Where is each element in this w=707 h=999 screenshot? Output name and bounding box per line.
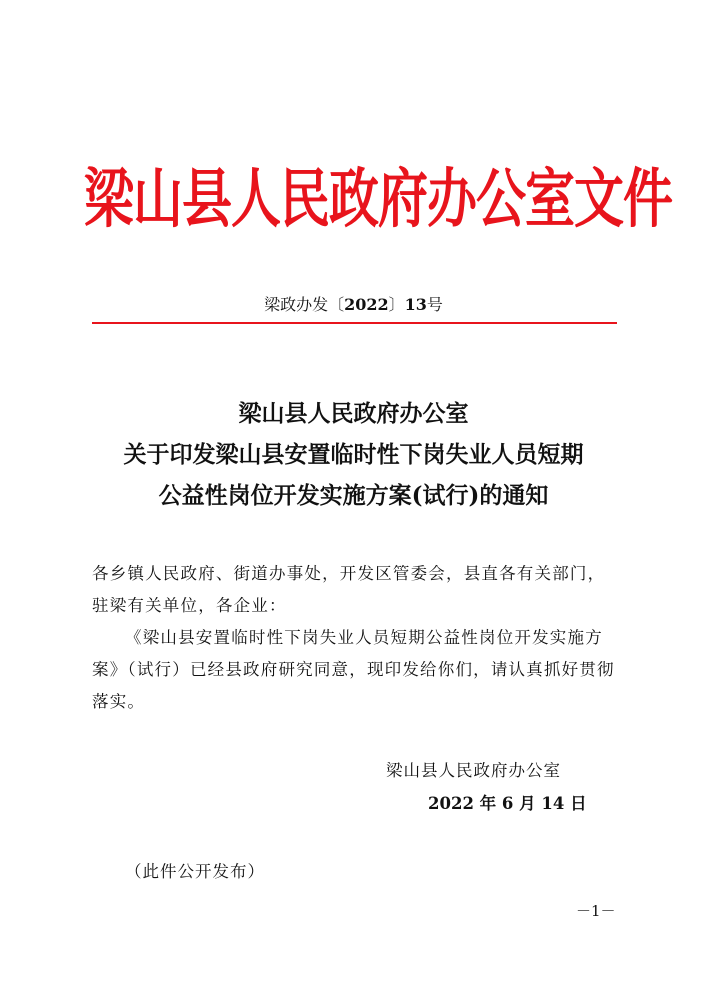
body-paragraph: 《梁山县安置临时性下岗失业人员短期公益性岗位开发实施方案》（试行）已经县政府研究同意，现印发给你们，请认真抓好贯彻落实。 <box>92 628 615 711</box>
red-divider-line <box>92 322 617 324</box>
doc-number-seq: 13 <box>404 295 427 314</box>
doc-number-bracket-open: 〔 <box>328 295 345 314</box>
doc-number-bracket-close: 〕 <box>388 295 405 314</box>
doc-number-prefix: 梁政办发 <box>264 295 329 314</box>
signature-org: 梁山县人民政府办公室 <box>386 761 561 780</box>
page-number: －1－ <box>576 902 616 920</box>
notice-title <box>60 393 647 516</box>
document-number <box>0 293 707 317</box>
public-release-note: （此件公开发布） <box>125 862 265 881</box>
doc-number-year: 2022 <box>344 295 389 314</box>
title-line-2: 关于印发梁山县安置临时性下岗失业人员短期 <box>123 441 584 468</box>
title-line-3: 公益性岗位开发实施方案(试行)的通知 <box>158 482 549 509</box>
signature-date: 2022 年 6 月 14 日 <box>428 794 587 813</box>
doc-number-suffix: 号 <box>426 295 443 314</box>
addressee-paragraph: 各乡镇人民政府、街道办事处，开发区管委会，县直各有关部门，驻梁有关单位，各企业： <box>92 564 606 615</box>
issuer-masthead: 梁山县人民政府办公室文件 <box>84 162 672 237</box>
title-line-1: 梁山县人民政府办公室 <box>238 400 469 427</box>
